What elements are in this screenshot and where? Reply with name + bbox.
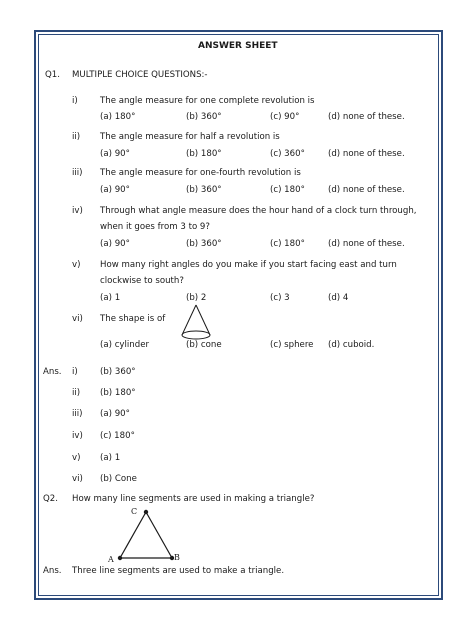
answer-number: i): [72, 367, 78, 377]
option: (a) 180°: [100, 112, 136, 122]
answer-text: (b) 180°: [100, 388, 136, 398]
option: (b) 180°: [186, 149, 222, 159]
item-question: The shape is of: [100, 314, 166, 324]
option: (b) 360°: [186, 239, 222, 249]
answer-number: iv): [72, 431, 83, 441]
answers-label: Ans.: [43, 367, 62, 377]
item-question: The angle measure for half a revolution is: [100, 132, 280, 142]
answer-number: ii): [72, 388, 81, 398]
item-number: i): [72, 96, 78, 106]
cone-figure: [176, 303, 216, 343]
option: (b) 360°: [186, 185, 222, 195]
option: (c) sphere: [270, 340, 314, 350]
item-question-line2: when it goes from 3 to 9?: [100, 222, 210, 232]
vertex-label-a: A: [108, 555, 114, 564]
option: (b) 360°: [186, 112, 222, 122]
answer-number: vi): [72, 474, 83, 484]
option: (c) 360°: [270, 149, 305, 159]
answer-text: (a) 1: [100, 453, 121, 463]
option: (a) 90°: [100, 185, 130, 195]
option: (a) cylinder: [100, 340, 150, 350]
answer-text: (a) 90°: [100, 409, 130, 419]
vertex-label-c: C: [131, 507, 138, 516]
item-question: How many right angles do you make if you start facing east and turn: [100, 260, 397, 270]
page-title: ANSWER SHEET: [198, 41, 278, 51]
item-number: iv): [72, 206, 83, 216]
answer-text: (c) 180°: [100, 431, 135, 441]
item-number: vi): [72, 314, 83, 324]
option: (d) none of these.: [328, 112, 405, 122]
item-number: ii): [72, 132, 81, 142]
vertex-label-b: B: [174, 553, 180, 562]
option: (a) 1: [100, 293, 121, 303]
item-number: v): [72, 260, 81, 270]
option: (d) none of these.: [328, 185, 405, 195]
question-number: Q1.: [45, 70, 60, 80]
option: (d) cuboid.: [328, 340, 375, 350]
answer-label: Ans.: [43, 566, 62, 576]
answer-text: (b) 360°: [100, 367, 136, 377]
option: (c) 3: [270, 293, 290, 303]
option: (c) 180°: [270, 239, 305, 249]
answer-number: v): [72, 453, 81, 463]
item-question: The angle measure for one complete revolution is: [100, 96, 315, 106]
option: (d) 4: [328, 293, 349, 303]
item-question: Through what angle measure does the hour hand of a clock turn through,: [100, 206, 417, 216]
section-heading: MULTIPLE CHOICE QUESTIONS:-: [72, 70, 208, 80]
answer-text: (b) Cone: [100, 474, 137, 484]
option: (a) 90°: [100, 149, 130, 159]
item-number: iii): [72, 168, 83, 178]
question-text: How many line segments are used in making a triangle?: [72, 494, 315, 504]
option: (c) 90°: [270, 112, 300, 122]
option: (d) none of these.: [328, 239, 405, 249]
question-number: Q2.: [43, 494, 58, 504]
option: (a) 90°: [100, 239, 130, 249]
item-question-line2: clockwise to south?: [100, 276, 184, 286]
option: (b) 2: [186, 293, 207, 303]
option: (b) cone: [186, 340, 222, 350]
option: (c) 180°: [270, 185, 305, 195]
option: (d) none of these.: [328, 149, 405, 159]
item-question: The angle measure for one-fourth revolution is: [100, 168, 301, 178]
answer-number: iii): [72, 409, 83, 419]
answer-text: Three line segments are used to make a triangle.: [72, 566, 285, 576]
